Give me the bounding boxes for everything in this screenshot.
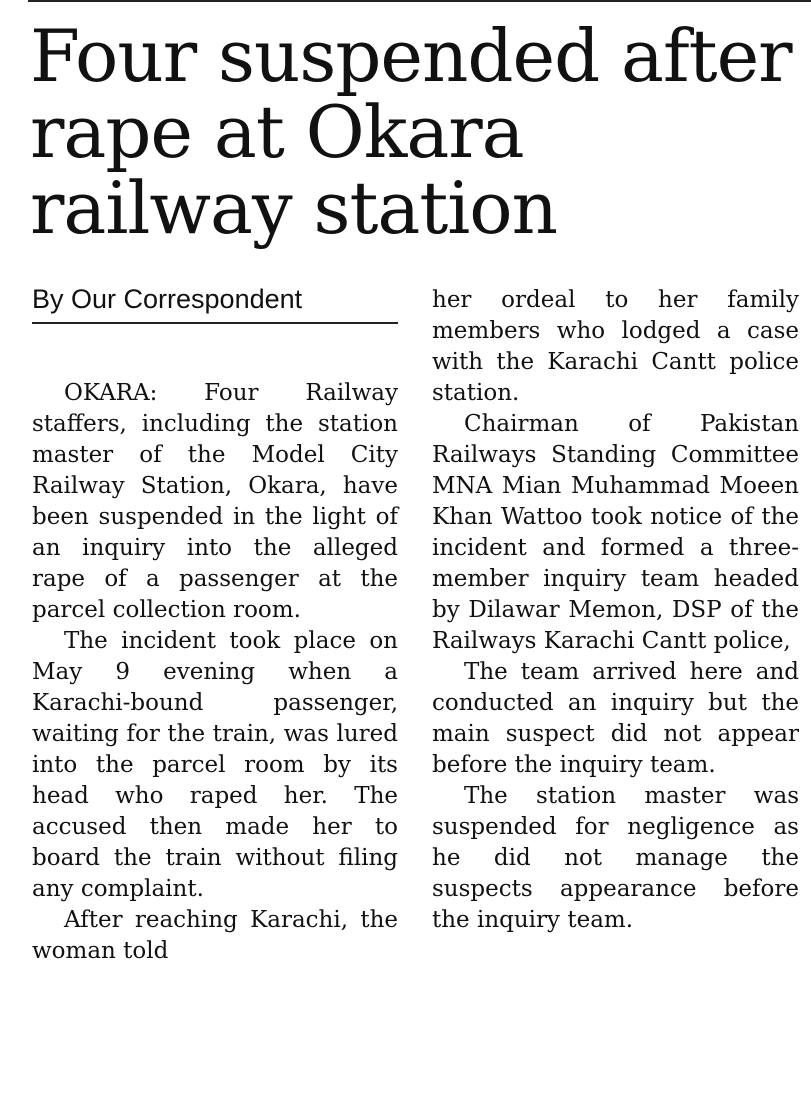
top-rule: [28, 0, 811, 2]
paragraph-team: The team arrived here and conducted an inquiry but the main suspect did not appear before the inquiry team.: [432, 659, 799, 778]
paragraph-continuation: her ordeal to her family members who lodged a case with the Karachi Cantt police station.: [432, 287, 799, 406]
byline: By Our Correspondent: [32, 282, 398, 324]
article-column-left: [32, 378, 398, 967]
paragraph-incident: The incident took place on May 9 evening when a Karachi-bound passenger, waiting for the train, was lured into the parcel room by its head who raped her. The accused then made her to board the train without filing any complaint.: [32, 628, 398, 902]
headline: Four suspended after rape at Okara railway station: [30, 14, 792, 250]
article-column-right: [432, 285, 799, 936]
paragraph-station-master: The station master was suspended for negligence as he did not manage the suspects appearance before the inquiry team.: [432, 783, 799, 933]
paragraph-chairman: Chairman of Pakistan Railways Standing Committee MNA Mian Muhammad Moeen Khan Wattoo took notice of the incident and formed a three-member inquiry team headed by Dilawar Memon, DSP of the Railways Karachi Cantt police,: [432, 411, 799, 654]
paragraph-after-reaching: After reaching Karachi, the woman told: [32, 907, 398, 964]
paragraph-intro: OKARA: Four Railway staffers, including the station master of the Model City Railway Station, Okara, have been suspended in the light of an inquiry into the alleged rape of a passenger at the parcel collection room.: [32, 380, 398, 623]
